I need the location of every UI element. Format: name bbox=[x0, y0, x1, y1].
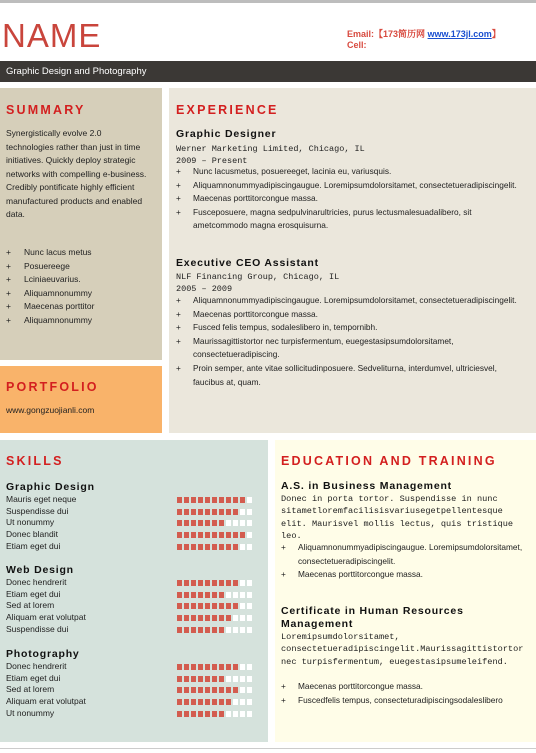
skill-level-segment bbox=[219, 580, 224, 586]
skill-level-segment bbox=[226, 509, 231, 515]
skill-level-segment bbox=[219, 509, 224, 515]
skill-name: Donec hendrerit bbox=[6, 661, 67, 671]
skill-level-segment bbox=[212, 676, 217, 682]
skill-level-segment bbox=[184, 509, 189, 515]
skill-level-segment bbox=[233, 687, 238, 693]
skill-level-segment bbox=[205, 580, 210, 586]
skill-level-segment bbox=[205, 699, 210, 705]
skill-level-segment bbox=[226, 520, 231, 526]
skill-level-segment bbox=[191, 509, 196, 515]
plus-icon: + bbox=[6, 301, 11, 311]
skill-level-segment bbox=[198, 592, 203, 598]
skill-level-segment bbox=[191, 603, 196, 609]
skill-level-segment bbox=[191, 687, 196, 693]
skill-level-segment bbox=[184, 627, 189, 633]
skill-name: Donec hendrerit bbox=[6, 577, 67, 587]
skill-name: Donec blandit bbox=[6, 529, 58, 540]
skill-level-segment bbox=[205, 615, 210, 621]
skill-level-segment bbox=[212, 699, 217, 705]
skill-level-segment bbox=[198, 520, 203, 526]
plus-icon: + bbox=[6, 260, 11, 271]
skill-level-segment bbox=[177, 520, 182, 526]
skill-row bbox=[6, 494, 266, 506]
plus-icon: + bbox=[6, 274, 11, 284]
skill-group-title: Web Design bbox=[6, 564, 74, 576]
skill-level-segment bbox=[191, 544, 196, 550]
portfolio-heading: PORTFOLIO bbox=[6, 380, 99, 394]
skill-level-segment bbox=[198, 532, 203, 538]
skill-level-segment bbox=[247, 603, 252, 609]
skill-level-segment bbox=[226, 544, 231, 550]
skill-level-segment bbox=[177, 687, 182, 693]
skill-level-segment bbox=[233, 615, 238, 621]
skill-level-segment bbox=[205, 664, 210, 670]
skill-row bbox=[6, 600, 266, 612]
list-item: + Aliquamnonummy bbox=[0, 314, 160, 328]
plus-icon: + bbox=[176, 308, 181, 319]
job-dates: 2005 – 2009 bbox=[176, 284, 233, 294]
skill-level-segment bbox=[205, 544, 210, 550]
skill-level-segment bbox=[240, 615, 245, 621]
list-item: + Lciniaeuvarius. bbox=[0, 273, 160, 287]
skill-name: Aliquam erat volutpat bbox=[6, 696, 86, 707]
skill-level-segment bbox=[247, 520, 252, 526]
job-title: Graphic Designer bbox=[176, 128, 277, 140]
list-item: + Aliquamnonummyadipiscingaugue. Loremipsumdolorsitamet, consectetueradipiscingelit. bbox=[281, 542, 523, 566]
skill-level-segment bbox=[184, 615, 189, 621]
skill-row bbox=[6, 529, 266, 541]
skill-level-segment bbox=[191, 497, 196, 503]
job-company: Werner Marketing Limited, Chicago, IL bbox=[176, 144, 365, 154]
list-item: + Maecenas porttitorcongue massa. bbox=[176, 192, 526, 206]
skill-level-segment bbox=[233, 520, 238, 526]
list-item: + Fusceposuere, magna sedpulvinarultricies, purus lectusmalesuadalibero, sit ametcommodo magna erosquisurna. bbox=[176, 206, 472, 231]
skill-level-segment bbox=[247, 509, 252, 515]
skill-level-segment bbox=[240, 580, 245, 586]
education-bullets bbox=[281, 680, 531, 707]
list-item: + Maecenas porttitorcongue massa. bbox=[176, 308, 526, 322]
skill-level-segment bbox=[247, 627, 252, 633]
skill-level-segment bbox=[219, 544, 224, 550]
summary-list bbox=[0, 246, 160, 327]
plus-icon: + bbox=[176, 193, 181, 204]
skill-name: Aliquam erat volutpat bbox=[6, 612, 86, 623]
skill-level-segment bbox=[177, 615, 182, 621]
skill-row bbox=[6, 661, 266, 673]
skill-level-segment bbox=[212, 711, 217, 717]
skill-group bbox=[6, 480, 266, 552]
skill-level-segment bbox=[177, 497, 182, 503]
job-bullets bbox=[176, 165, 526, 233]
skill-row bbox=[6, 506, 266, 518]
skill-level-segment bbox=[247, 615, 252, 621]
list-item: + Fuscedfelis tempus, consecteturadipiscingsodaleslibero bbox=[281, 694, 531, 708]
list-item: + Nunc lacusmetus, posuereeget, lacinia eu, variusquis. bbox=[176, 165, 526, 179]
skill-level-segment bbox=[177, 580, 182, 586]
plus-icon: + bbox=[281, 542, 286, 552]
skill-level-segment bbox=[233, 603, 238, 609]
skill-level-segment bbox=[233, 627, 238, 633]
skill-level-segment bbox=[219, 497, 224, 503]
skill-level-segment bbox=[226, 532, 231, 538]
skill-level-segment bbox=[177, 699, 182, 705]
plus-icon: + bbox=[176, 179, 181, 190]
email-line bbox=[347, 29, 501, 40]
skill-level-segment bbox=[191, 664, 196, 670]
skill-level-segment bbox=[247, 592, 252, 598]
skill-level-segment bbox=[198, 544, 203, 550]
skill-level-segment bbox=[219, 592, 224, 598]
skill-level-segment bbox=[240, 711, 245, 717]
skill-level-segment bbox=[191, 520, 196, 526]
skill-row bbox=[6, 612, 266, 624]
skill-level-segment bbox=[240, 509, 245, 515]
skill-level-segment bbox=[219, 615, 224, 621]
skill-level-segment bbox=[198, 580, 203, 586]
skill-level-segment bbox=[184, 711, 189, 717]
skill-level-segment bbox=[219, 603, 224, 609]
skill-level-segment bbox=[226, 580, 231, 586]
skill-name: Sed at lorem bbox=[6, 684, 55, 695]
skill-name: Mauris eget neque bbox=[6, 494, 77, 504]
skill-name: Sed at lorem bbox=[6, 600, 55, 611]
education-text: Donec in porta tortor. Suspendisse in nunc sitametloremfacilisisvariusegetpellentesque elit. Maurisvel mollis lectus, quis tristique leo. bbox=[281, 494, 514, 541]
skill-level-segment bbox=[247, 532, 252, 538]
skill-level-segment bbox=[233, 532, 238, 538]
skill-level-segment bbox=[184, 699, 189, 705]
list-item: + Aliquamnonummyadipiscingaugue. Loremipsumdolorsitamet, consectetueradipiscingelit. bbox=[176, 294, 526, 308]
skill-level-segment bbox=[198, 615, 203, 621]
skill-level-segment bbox=[240, 592, 245, 598]
skill-level-segment bbox=[177, 711, 182, 717]
skill-level-segment bbox=[226, 603, 231, 609]
skill-group bbox=[6, 563, 266, 635]
skill-level-segment bbox=[198, 711, 203, 717]
skill-level-segment bbox=[184, 676, 189, 682]
list-item: + Aliquamnonummyadipiscingaugue. Loremipsumdolorsitamet, consectetueradipiscingelit. bbox=[176, 179, 526, 193]
skill-level-segment bbox=[191, 711, 196, 717]
plus-icon: + bbox=[281, 681, 286, 691]
skill-level-segment bbox=[219, 627, 224, 633]
plus-icon: + bbox=[176, 166, 181, 176]
skill-level-segment bbox=[184, 687, 189, 693]
skill-level-segment bbox=[226, 711, 231, 717]
contact-block bbox=[347, 29, 501, 51]
skill-level-segment bbox=[233, 509, 238, 515]
plus-icon: + bbox=[6, 247, 11, 257]
skill-level-segment bbox=[198, 664, 203, 670]
skill-name: Ut nonummy bbox=[6, 707, 55, 718]
skill-level-segment bbox=[191, 615, 196, 621]
plus-icon: + bbox=[176, 322, 181, 333]
skill-level-segment bbox=[184, 580, 189, 586]
skill-level-segment bbox=[219, 676, 224, 682]
list-item: + Maecenas porttitorcongue massa. bbox=[281, 568, 531, 582]
summary-text: Synergistically evolve 2.0 technologies rather than just in time initiatives. Quickly deploy strategic networks with compelling e-business. Credibly pontificate highly efficient manufactured products and enabled data. bbox=[6, 128, 147, 219]
skill-level-segment bbox=[233, 497, 238, 503]
skill-row bbox=[6, 708, 266, 720]
skill-level-segment bbox=[212, 544, 217, 550]
skill-level-segment bbox=[205, 509, 210, 515]
skill-level-segment bbox=[198, 699, 203, 705]
skill-level-segment bbox=[198, 687, 203, 693]
skill-level-segment bbox=[212, 497, 217, 503]
skill-level-segment bbox=[233, 699, 238, 705]
skill-level-segment bbox=[191, 592, 196, 598]
skill-level-segment bbox=[233, 580, 238, 586]
list-item: + Nunc lacus metus bbox=[0, 246, 160, 260]
skill-level-segment bbox=[240, 699, 245, 705]
skills-heading: SKILLS bbox=[6, 454, 64, 468]
skill-level-segment bbox=[205, 687, 210, 693]
skill-level-segment bbox=[226, 627, 231, 633]
list-item: + Proin semper, ante vitae sollicitudinposuere. Sedveliturna, interdumvel, ultriciesvel, faucibus at, quam. bbox=[176, 362, 497, 387]
plus-icon: + bbox=[176, 295, 181, 305]
top-divider bbox=[0, 0, 536, 3]
education-heading: EDUCATION AND TRAINING bbox=[281, 454, 497, 468]
skill-level-segment bbox=[184, 497, 189, 503]
skill-level-segment bbox=[191, 676, 196, 682]
skill-name: Suspendisse dui bbox=[6, 505, 69, 516]
skill-row bbox=[6, 673, 266, 685]
skill-level-segment bbox=[226, 664, 231, 670]
skill-level-segment bbox=[219, 532, 224, 538]
skill-level-segment bbox=[247, 580, 252, 586]
cell-label: Cell: bbox=[347, 40, 367, 50]
education-bullets bbox=[281, 541, 531, 582]
skill-level-segment bbox=[205, 520, 210, 526]
list-item: + Maecenas porttitorcongue massa. bbox=[281, 680, 531, 694]
skill-level-segment bbox=[212, 509, 217, 515]
skill-level-segment bbox=[205, 532, 210, 538]
plus-icon: + bbox=[176, 335, 181, 346]
skill-group-title: Graphic Design bbox=[6, 481, 95, 493]
skill-level-segment bbox=[247, 676, 252, 682]
skill-level-segment bbox=[177, 676, 182, 682]
skill-level-segment bbox=[191, 627, 196, 633]
skill-level-segment bbox=[198, 603, 203, 609]
candidate-name: NAME bbox=[2, 17, 102, 54]
skill-level-segment bbox=[219, 711, 224, 717]
plus-icon: + bbox=[176, 362, 181, 373]
experience-heading: EXPERIENCE bbox=[176, 103, 279, 117]
portfolio-panel bbox=[0, 366, 162, 433]
skill-level-segment bbox=[184, 544, 189, 550]
skill-level-segment bbox=[212, 664, 217, 670]
skill-level-segment bbox=[198, 676, 203, 682]
skill-level-segment bbox=[247, 544, 252, 550]
skill-level-segment bbox=[212, 592, 217, 598]
skill-level-segment bbox=[191, 580, 196, 586]
skill-level-segment bbox=[212, 603, 217, 609]
job-company: NLF Financing Group, Chicago, IL bbox=[176, 272, 340, 282]
email-link[interactable]: www.173jl.com bbox=[427, 29, 492, 39]
skill-name: Suspendisse dui bbox=[6, 623, 69, 634]
skill-level-segment bbox=[184, 520, 189, 526]
skill-name: Etiam eget dui bbox=[6, 540, 61, 551]
skill-level-segment bbox=[247, 687, 252, 693]
skill-level-segment bbox=[219, 664, 224, 670]
list-item: + Aliquamnonummy bbox=[0, 287, 160, 301]
skill-level-segment bbox=[240, 520, 245, 526]
skill-level-segment bbox=[205, 711, 210, 717]
education-text: Loremipsumdolorsitamet, consectetueradipiscingelit.Maurissagittistortor nec turpisfermentum, euegestasipsumeleifend. bbox=[281, 632, 524, 667]
skill-level-segment bbox=[219, 687, 224, 693]
skill-level-segment bbox=[191, 699, 196, 705]
skill-level-segment bbox=[233, 592, 238, 598]
skill-row bbox=[6, 624, 266, 636]
skill-level-segment bbox=[240, 603, 245, 609]
skill-row bbox=[6, 577, 266, 589]
skill-level-segment bbox=[212, 627, 217, 633]
skill-group bbox=[6, 647, 266, 719]
skill-level-segment bbox=[205, 497, 210, 503]
skill-level-segment bbox=[226, 687, 231, 693]
list-item: + Maecenas porttitor bbox=[0, 300, 160, 314]
list-item: + Posuereege bbox=[0, 260, 160, 274]
skill-level-segment bbox=[240, 676, 245, 682]
job-dates: 2009 – Present bbox=[176, 156, 248, 166]
skill-level-segment bbox=[233, 664, 238, 670]
skill-level-segment bbox=[233, 711, 238, 717]
subtitle: Graphic Design and Photography bbox=[6, 66, 147, 77]
plus-icon: + bbox=[176, 206, 181, 217]
skill-level-segment bbox=[212, 580, 217, 586]
skill-level-segment bbox=[191, 532, 196, 538]
skill-level-segment bbox=[240, 497, 245, 503]
skill-level-segment bbox=[212, 532, 217, 538]
skill-row bbox=[6, 541, 266, 553]
skill-level-segment bbox=[184, 664, 189, 670]
skill-level-segment bbox=[226, 592, 231, 598]
skill-level-segment bbox=[247, 699, 252, 705]
summary-heading: SUMMARY bbox=[6, 103, 86, 117]
skill-level-segment bbox=[240, 627, 245, 633]
skill-level-segment bbox=[184, 532, 189, 538]
skill-level-segment bbox=[198, 627, 203, 633]
skill-level-segment bbox=[177, 592, 182, 598]
plus-icon: + bbox=[6, 314, 11, 325]
list-item: + Fusced felis tempus, sodaleslibero in, tempornibh. bbox=[176, 321, 526, 335]
skill-name: Etiam eget dui bbox=[6, 588, 61, 599]
skill-name: Ut nonummy bbox=[6, 517, 55, 528]
skill-row bbox=[6, 684, 266, 696]
skill-level-segment bbox=[184, 592, 189, 598]
skill-level-segment bbox=[233, 544, 238, 550]
skill-level-segment bbox=[226, 676, 231, 682]
portfolio-url[interactable]: www.gongzuojianli.com bbox=[6, 405, 95, 415]
skill-level-segment bbox=[212, 520, 217, 526]
skill-level-segment bbox=[240, 532, 245, 538]
skill-level-segment bbox=[205, 627, 210, 633]
skill-level-segment bbox=[219, 699, 224, 705]
skill-level-segment bbox=[184, 603, 189, 609]
skill-level-segment bbox=[177, 603, 182, 609]
skill-row bbox=[6, 696, 266, 708]
skill-level-segment bbox=[247, 664, 252, 670]
skill-level-segment bbox=[205, 676, 210, 682]
skill-level-segment bbox=[226, 497, 231, 503]
skill-level-segment bbox=[212, 615, 217, 621]
education-title: Certificate in Human Resources Management bbox=[281, 605, 464, 630]
list-item: + Maurissagittistortor nec turpisfermentum, euegestasipsumdolorsitamet, consectetueradipiscing. bbox=[176, 335, 454, 360]
skill-level-segment bbox=[247, 497, 252, 503]
skill-level-segment bbox=[240, 687, 245, 693]
skill-level-segment bbox=[240, 664, 245, 670]
job-bullets bbox=[176, 294, 526, 389]
skill-row bbox=[6, 517, 266, 529]
skill-level-segment bbox=[205, 603, 210, 609]
education-title: A.S. in Business Management bbox=[281, 480, 452, 492]
skill-level-segment bbox=[226, 699, 231, 705]
skill-level-segment bbox=[212, 687, 217, 693]
email-bracket: 】 bbox=[491, 29, 501, 39]
skill-level-segment bbox=[226, 615, 231, 621]
skill-level-segment bbox=[205, 592, 210, 598]
skill-level-segment bbox=[177, 664, 182, 670]
plus-icon: + bbox=[281, 569, 286, 579]
skill-level-segment bbox=[177, 627, 182, 633]
skill-level-segment bbox=[247, 711, 252, 717]
skill-row bbox=[6, 589, 266, 601]
skill-level-segment bbox=[177, 509, 182, 515]
job-title: Executive CEO Assistant bbox=[176, 257, 319, 269]
skill-level-segment bbox=[198, 497, 203, 503]
bottom-divider bbox=[0, 748, 536, 749]
plus-icon: + bbox=[6, 287, 11, 298]
skill-level-segment bbox=[198, 509, 203, 515]
email-label: Email:【173简历网 bbox=[347, 29, 426, 39]
skill-level-segment bbox=[177, 544, 182, 550]
skill-group-title: Photography bbox=[6, 648, 80, 660]
plus-icon: + bbox=[281, 694, 286, 705]
skill-level-segment bbox=[233, 676, 238, 682]
skill-level-segment bbox=[219, 520, 224, 526]
skill-level-segment bbox=[240, 544, 245, 550]
skill-level-segment bbox=[177, 532, 182, 538]
skill-name: Etiam eget dui bbox=[6, 672, 61, 683]
